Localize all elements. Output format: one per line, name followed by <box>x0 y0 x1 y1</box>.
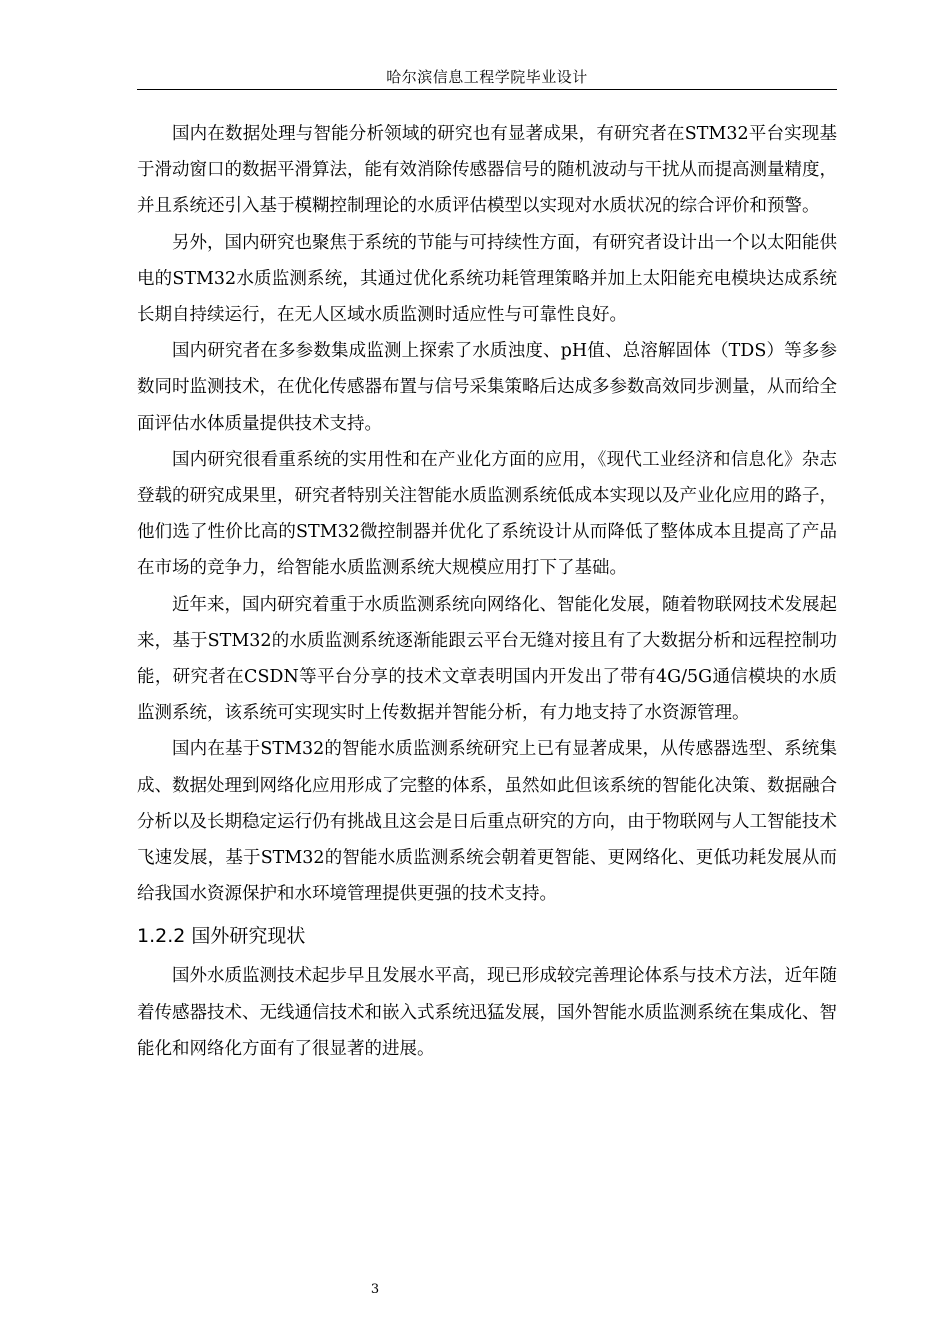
page-header: 哈尔滨信息工程学院毕业设计 <box>386 68 588 86</box>
page-number: 3 <box>370 1282 380 1297</box>
body-paragraph: 国内研究很看重系统的实用性和在产业化方面的应用，《现代工业经济和信息化》杂志登载的研究成果里，研究者特别关注智能水质监测系统低成本实现以及产业化应用的路子，他们选了性价比高的STM32微控制器并优化了系统设计从而降低了整体成本且提高了产品在市场的竞争力，给智能水质监测系统大规模应用打下了基础。 <box>137 449 837 579</box>
body-paragraph: 国内研究者在多参数集成监测上探索了水质浊度、pH值、总溶解固体（TDS）等多参数同时监测技术，在优化传感器布置与信号采集策略后达成多参数高效同步测量，从而给全面评估水体质量提供技术支持。 <box>137 341 837 434</box>
body-paragraph: 近年来，国内研究着重于水质监测系统向网络化、智能化发展，随着物联网技术发展起来，基于STM32的水质监测系统逐渐能跟云平台无缝对接且有了大数据分析和远程控制功能，研究者在CSDN等平台分享的技术文章表明国内开发出了带有4G/5G通信模块的水质监测系统，该系统可实现实时上传数据并智能分析，有力地支持了水资源管理。 <box>137 594 837 724</box>
body-paragraph: 国外水质监测技术起步早且发展水平高，现已形成较完善理论体系与技术方法，近年随着传感器技术、无线通信技术和嵌入式系统迅猛发展，国外智能水质监测系统在集成化、智能化和网络化方面有了很显著的进展。 <box>137 966 837 1059</box>
section-heading: 1.2.2 国外研究现状 <box>137 925 306 948</box>
body-paragraph: 另外，国内研究也聚焦于系统的节能与可持续性方面，有研究者设计出一个以太阳能供电的STM32水质监测系统，其通过优化系统功耗管理策略并加上太阳能充电模块达成系统长期自持续运行，在无人区域水质监测时适应性与可靠性良好。 <box>137 232 837 326</box>
header-divider <box>137 89 837 90</box>
page-body <box>137 116 837 1067</box>
body-paragraph: 国内在基于STM32的智能水质监测系统研究上已有显著成果，从传感器选型、系统集成、数据处理到网络化应用形成了完整的体系，虽然如此但该系统的智能化决策、数据融合分析以及长期稳定运行仍有挑战且这会是日后重点研究的方向，由于物联网与人工智能技术飞速发展，基于STM32的智能水质监测系统会朝着更智能、更网络化、更低功耗发展从而给我国水资源保护和水环境管理提供更强的技术支持。 <box>137 739 837 905</box>
body-paragraph: 国内在数据处理与智能分析领域的研究也有显著成果，有研究者在STM32平台实现基于滑动窗口的数据平滑算法，能有效消除传感器信号的随机波动与干扰从而提高测量精度，并且系统还引入基于模糊控制理论的水质评估模型以实现对水质状况的综合评价和预警。 <box>137 124 837 217</box>
